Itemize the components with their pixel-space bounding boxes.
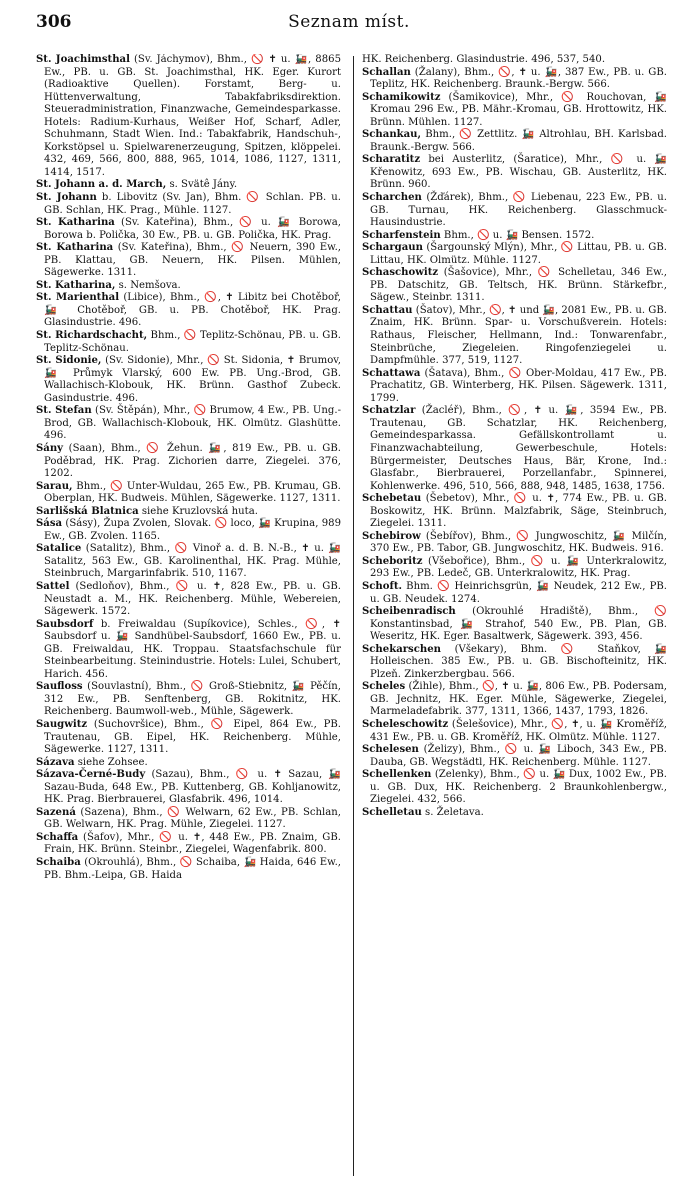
entry-text: Bhm., 🚫 u. 🚂 Bensen. 1572.: [440, 229, 595, 241]
right-column: [362, 54, 667, 1182]
entry-text: (Šebetov), Mhr., 🚫 u. ✝, 774 Ew., PB. u. GB. Boskowitz, HK. Brünn. Malzfabrik, Säge, Steinbruch, Ziegelei. 1311.: [370, 493, 667, 530]
directory-entry: [362, 769, 667, 807]
page-number: 306: [36, 12, 72, 32]
directory-entry: [362, 744, 667, 769]
entry-text: (Želizy), Bhm., 🚫 u. 🚂 Liboch, 343 Ew., PB. Dauba, GB. Wegstädtl, HK. Reichenberg. Mühle. 1127.: [370, 744, 667, 768]
entry-text: (Sásy), Župa Zvolen, Slovak. 🚫 loco, 🚂 Krupina, 989 Ew., GB. Zvolen. 1165.: [44, 518, 341, 542]
directory-entry: [362, 129, 667, 154]
entry-text: (Suchovršice), Bhm., 🚫 Eipel, 864 Ew., PB. Trautenau, GB. Eipel, HK. Reichenberg. Mühle, Sägewerke. 1127, 1311.: [44, 718, 341, 756]
directory-entry: [362, 807, 667, 820]
entry-text: (Šafov), Mhr., 🚫 u. ✝, 448 Ew., PB. Znaim, GB. Frain, HK. Brünn. Steinbr., Ziegelei, Wagenfabrik. 800.: [44, 831, 341, 856]
entry-headword: St. Joachimsthal: [36, 54, 130, 65]
entry-headword: St. Katharina: [36, 242, 114, 254]
entry-headword: Satalice: [36, 543, 82, 555]
entry-text: siehe Kruzlovská huta.: [138, 505, 258, 517]
directory-entry: [36, 581, 341, 619]
entry-headword: St. Katharina,: [36, 279, 116, 291]
directory-entry: [362, 267, 667, 305]
entry-text: (Saan), Bhm., 🚫 Žehun. 🚂, 819 Ew., PB. u. GB. Poděbrad, HK. Prag. Zichorien darre, Ziegelei. 376, 1202.: [44, 442, 341, 480]
entry-text: (Sedloňov), Bhm., 🚫 u. ✝, 828 Ew., PB. u. GB. Neustadt a. M., HK. Reichenberg. Mühle, Webereien, Sägewerk. 1572.: [44, 580, 341, 618]
directory-entry: [362, 719, 667, 744]
entry-text: bei Austerlitz, (Šaratice), Mhr., 🚫 u. 🚂 Křenowitz, 693 Ew., PB. Wischau, GB. Austerlitz, HK. Brünn. 960.: [370, 154, 667, 191]
entry-text: Bhm., 🚫 Zettlitz. 🚂 Altrohlau, BH. Karlsbad. Braunk.-Bergw. 566.: [370, 129, 667, 153]
entry-headword: Sázava: [36, 756, 75, 768]
directory-entry: [36, 719, 341, 757]
entry-headword: Schallan: [362, 66, 411, 78]
entry-headword: Schekarschen: [362, 643, 441, 655]
directory-entry: [36, 292, 341, 330]
entry-text: s. Nemšova.: [115, 279, 181, 291]
entry-headword: Sarlišská Blatnica: [36, 505, 139, 517]
entry-text: (Satalitz), Bhm., 🚫 Vinoř a. d. B. N.-B., ✝ u. 🚂 Satalitz, 563 Ew., GB. Karolinenthal, HK. Prag. Mühle, Steinbruch, Margarinfabrik. 510, 1167.: [44, 543, 341, 580]
entry-text: s. Želetava.: [421, 806, 484, 818]
entry-headword: Schaffa: [36, 831, 79, 843]
entry-text: siehe Zohsee.: [74, 756, 148, 768]
directory-entry: [36, 443, 341, 481]
entry-headword: St. Johann: [36, 192, 97, 204]
entry-text: (Zelenky), Bhm., 🚫 u. 🚂 Dux, 1002 Ew., PB. u. GB. Dux, HK. Reichenberg. 2 Braunkohlenbergw., Ziegelei. 432, 566.: [370, 769, 667, 806]
entry-headword: Schargaun: [362, 242, 423, 254]
entry-headword: Schattau: [362, 304, 413, 316]
entry-headword: Schoft.: [362, 580, 403, 592]
directory-entry: [362, 154, 667, 192]
directory-entry: [362, 644, 667, 682]
directory-columns: [36, 54, 668, 1182]
entry-headword: Scharfenstein: [362, 229, 441, 241]
entry-headword: Scheibenradisch: [362, 606, 456, 618]
entry-text: (Sazau), Bhm., 🚫 u. ✝ Sazau, 🚂 Sazau-Buda, 648 Ew., PB. Kuttenberg, GB. Kohljanowitz, HK. Prag. Bierbrauerei, Glasfabrik. 496, 1014.: [44, 769, 341, 806]
entry-text: (Sv. Jáchymov), Bhm., 🚫 ✝ u. 🚂, 8865 Ew., PB. u. GB. St. Joachimsthal, HK. Eger. Kurort (Radioaktive Quellen). Forstamt, Berg- u. Hüttenverwaltung, Tabakfabriksdirektion. Steueradministration, Finanzwache, Gemeindesparkasse. Hotels: Radium-Kurhaus, Weißer Hof, Scharf, Adler, Schuhmann, Stadt Wien. Ind.: Tabakfabrik, Handschuh-, Korkstöpsel u. Spielwarenerzeugung, Spitzen, klöppelei. 432, 469, 566, 800, 888, 965, 1014, 1086, 1127, 1311, 1414, 1517.: [44, 54, 341, 178]
entry-headword: Schellenken: [362, 769, 432, 781]
entry-headword: Saubsdorf: [36, 618, 94, 630]
entry-headword: Scharchen: [362, 192, 422, 204]
entry-text: (Všebořice), Bhm., 🚫 u. 🚂 Unterkralowitz, 293 Ew., PB. Ledeč, GB. Unterkralowitz, HK. Prag.: [370, 555, 667, 580]
column-divider: [353, 56, 354, 1176]
entry-headword: Scheboritz: [362, 555, 423, 567]
directory-entry: [362, 493, 667, 531]
entry-headword: Schebirow: [362, 530, 421, 542]
entry-headword: Schaiba: [36, 857, 81, 868]
entry-headword: St. Stefan: [36, 405, 92, 417]
directory-entry: [36, 54, 341, 179]
directory-entry: [36, 179, 341, 192]
entry-headword: St. Katharina: [36, 217, 115, 229]
entry-text: Bhm. 🚫 Heinrichsgrün, 🚂 Neudek, 212 Ew., PB. u. GB. Neudek. 1274.: [370, 580, 667, 605]
directory-entry: [36, 518, 341, 543]
directory-entry: [36, 355, 341, 405]
directory-entry: [36, 242, 341, 280]
entry-text: (Souvlastní), Bhm., 🚫 Groß-Stiebnitz, 🚂 Pěčín, 312 Ew., PB. Senftenberg, GB. Rokitnitz, HK. Reichenberg. Baumwoll-web., Mühle, Sägewerk.: [44, 681, 341, 718]
entry-headword: Sarau,: [36, 480, 73, 492]
entry-text: HK. Reichenberg. Glasindustrie. 496, 537, 540.: [362, 54, 606, 65]
page-header: [0, 0, 698, 44]
entry-text: (Žalany), Bhm., 🚫, ✝ u. 🚂, 387 Ew., PB. u. GB. Teplitz, HK. Reichenberg. Braunk.-Bergw. 566.: [370, 66, 667, 91]
directory-entry: [362, 192, 667, 230]
entry-text: (Okrouhlá), Bhm., 🚫 Schaiba, 🚂 Haida, 646 Ew., PB. Bhm.-Leipa, GB. Haida: [44, 857, 341, 881]
entry-text: (Libice), Bhm., 🚫, ✝ Libitz bei Chotěboř, 🚂 Chotěboř, GB. u. PB. Chotěboř, HK. Prag. Glasindustrie. 496.: [44, 292, 341, 329]
entry-text: b. Freiwaldau (Supíkovice), Schles., 🚫, ✝ Saubsdorf u. 🚂 Sandhübel-Saubsdorf, 1660 Ew., PB. u. GB. Freiwaldau, HK. Troppau. Staatsfachschule für Steinbearbeitung. Steinindustrie. Hotels: Lulei, Schubert, Harich. 456.: [44, 618, 341, 680]
page-title: Seznam míst.: [288, 12, 410, 32]
entry-text: (Žihle), Bhm., 🚫, ✝ u. 🚂, 806 Ew., PB. Podersam, GB. Jechnitz, HK. Eger. Mühle, Sägewerke, Ziegelei, Marmeladefabrik. 377, 1311, 1366, 1437, 1793, 1826.: [370, 681, 667, 718]
entry-text: (Šamikovice), Mhr., 🚫 Rouchovan, 🚂 Kromau 296 Ew., PB. Mähr.-Kromau, GB. Hrottowitz, HK. Brünn. Mühlen. 1127.: [370, 91, 667, 128]
directory-entry: [36, 543, 341, 581]
entry-text: (Sv. Štěpán), Mhr., 🚫 Brumow, 4 Ew., PB. Ung.-Brod, GB. Wallachisch-Klobouk, HK. Olmütz. Glashütte. 496.: [44, 405, 341, 442]
directory-entry: [36, 405, 341, 443]
directory-entry: [362, 368, 667, 406]
entry-headword: Schelletau: [362, 806, 422, 818]
entry-text: (Šebířov), Bhm., 🚫 Jungwoschitz, 🚂 Milčín, 370 Ew., PB. Tabor, GB. Jungwoschitz, HK. Budweis. 916.: [370, 530, 667, 555]
entry-headword: Sazená: [36, 806, 76, 818]
directory-entry: [362, 606, 667, 644]
entry-text: (Okrouhlé Hradiště), Bhm., 🚫 Konstantinsbad, 🚂 Strahof, 540 Ew., PB. Plan, GB. Weseritz, HK. Eger. Basaltwerk, Sägewerk. 393, 456.: [370, 606, 667, 643]
entry-headword: Scheleschowitz: [362, 718, 449, 730]
directory-entry: [36, 280, 341, 293]
directory-entry: [36, 217, 341, 242]
entry-headword: Schelesen: [362, 744, 419, 756]
directory-entry: [362, 556, 667, 581]
directory-entry: [362, 92, 667, 130]
directory-entry: [362, 581, 667, 606]
entry-headword: Schatzlar: [362, 405, 416, 417]
entry-text: s. Svätê Jány.: [166, 179, 238, 191]
directory-entry: [362, 230, 667, 243]
entry-text: (Všekary), Bhm. 🚫 Staňkov, 🚂 Holleischen. 385 Ew., PB. u. GB. Bischofteinitz, HK. Plzeň. Zinkerzbergbau. 566.: [370, 643, 667, 680]
directory-entry: [36, 857, 341, 882]
entry-headword: Saufloss: [36, 681, 83, 693]
directory-entry: [362, 405, 667, 493]
entry-text: Bhm., 🚫 Teplitz-Schönau, PB. u. GB. Teplitz-Schönau.: [44, 330, 341, 354]
directory-entry: [36, 807, 341, 832]
entry-text: (Žacléř), Bhm., 🚫, ✝ u. 🚂, 3594 Ew., PB. Trautenau, GB. Schatzlar, HK. Reichenberg, Gemeindesparkassa. Gefällskontrollamt u. Finanzwachabteilung, Gewerbeschule, Hotels: Bürgermeister, Deutsches Haus, Bär, Krone, Ind.: Glasfabr., Bierbrauerei, Porzellanfabr., Spinnerei, Kohlenwerke. 496, 510, 566, 888, 948, 1485, 1638, 1756.: [370, 405, 667, 492]
entry-headword: Scharatitz: [362, 154, 421, 166]
directory-entry: [36, 506, 341, 519]
entry-text: (Šelešovice), Mhr., 🚫, ✝, u. 🚂 Kroměříž, 431 Ew., PB. u. GB. Kroměříž, HK. Olmütz. Mühle. 1127.: [370, 718, 667, 743]
entry-headword: Schamikowitz: [362, 91, 441, 103]
entry-headword: Sattel: [36, 580, 70, 592]
entry-text: (Šatov), Mhr., 🚫, ✝ und 🚂, 2081 Ew., PB. u. GB. Znaim, HK. Brünn. Spar- u. Vorschußverein. Hotels: Rathaus, Fleischer, Hellmann, Ind.: Tonwarenfabr., Steinbrüche, Ziegeleien. Ringofenziegelei u. Dampfmühle. 377, 519, 1127.: [370, 304, 667, 367]
entry-headword: Schebetau: [362, 493, 422, 505]
directory-entry: [362, 681, 667, 719]
entry-text: (Šargounský Mlýn), Mhr., 🚫 Littau, PB. u. GB. Littau, HK. Olmütz. Mühle. 1127.: [370, 242, 667, 266]
entry-text: (Sv. Kateřina), Bhm., 🚫 Neuern, 390 Ew., PB. Klattau, GB. Neuern, HK. Pilsen. Mühlen, Sägewerke. 1311.: [44, 242, 341, 279]
entry-headword: Scheles: [362, 681, 406, 693]
entry-text: Bhm., 🚫 Unter-Wuldau, 265 Ew., PB. Krumau, GB. Oberplan, HK. Budweis. Mühlen, Sägewerke. 1127, 1311.: [44, 480, 341, 505]
entry-headword: Schankau,: [362, 129, 422, 141]
directory-entry: [36, 192, 341, 217]
entry-text: (Šašovice), Mhr., 🚫 Schelletau, 346 Ew., PB. Datschitz, GB. Teltsch, HK. Brünn. Stärkefbr., Sägew., Steinbr. 1311.: [370, 267, 667, 304]
directory-entry: [36, 681, 341, 719]
directory-entry: [362, 531, 667, 556]
entry-headword: Sása: [36, 518, 63, 530]
entry-headword: Sázava-Černé-Budy: [36, 769, 146, 781]
directory-entry: [362, 67, 667, 92]
entry-headword: St. Marienthal: [36, 292, 120, 304]
entry-text: (Žďárek), Bhm., 🚫 Liebenau, 223 Ew., PB. u. GB. Turnau, HK. Reichenberg. Glasschmuck-Hausindustrie.: [370, 192, 667, 229]
directory-entry: [36, 481, 341, 506]
directory-entry: [362, 305, 667, 368]
entry-headword: Saugwitz: [36, 718, 88, 730]
directory-entry: [36, 757, 341, 770]
directory-entry: [36, 619, 341, 682]
directory-entry: [36, 330, 341, 355]
directory-entry: [36, 832, 341, 857]
directory-entry: [362, 54, 667, 67]
entry-headword: Schaschowitz: [362, 267, 439, 279]
entry-text: (Sv. Sidonie), Mhr., 🚫 St. Sidonia, ✝ Brumov, 🚂 Průmyk Vlarský, 600 Ew. PB. Ung.-Brod, GB. Wallachisch-Klobouk, HK. Brünn. Gasthof Zubeck. Gasindustrie. 496.: [44, 355, 341, 404]
entry-headword: St. Johann a. d. March,: [36, 179, 167, 191]
entry-text: (Šatava), Bhm., 🚫 Ober-Moldau, 417 Ew., PB. Prachatitz, GB. Winterberg, HK. Pilsen. Sägewerk. 1311, 1799.: [370, 367, 667, 404]
directory-entry: [36, 769, 341, 807]
entry-text: (Sv. Kateřina), Bhm., 🚫 u. 🚂 Borowa, Borowa b. Polička, 30 Ew., PB. u. GB. Polička, HK. Prag.: [44, 217, 341, 241]
directory-entry: [362, 242, 667, 267]
entry-text: b. Libovitz (Sv. Jan), Bhm. 🚫 Schlan. PB. u. GB. Schlan, HK. Prag., Mühle. 1127.: [44, 192, 341, 216]
entry-text: (Sazena), Bhm., 🚫 Welwarn, 62 Ew., PB. Schlan, GB. Welwarn, HK. Prag. Mühle, Ziegelei. 1127.: [44, 806, 341, 831]
entry-headword: Sány: [36, 442, 64, 454]
left-column: [36, 54, 341, 1182]
entry-headword: Schattawa: [362, 367, 421, 379]
entry-headword: St. Sidonie,: [36, 355, 102, 367]
entry-headword: St. Richardschacht,: [36, 330, 148, 342]
